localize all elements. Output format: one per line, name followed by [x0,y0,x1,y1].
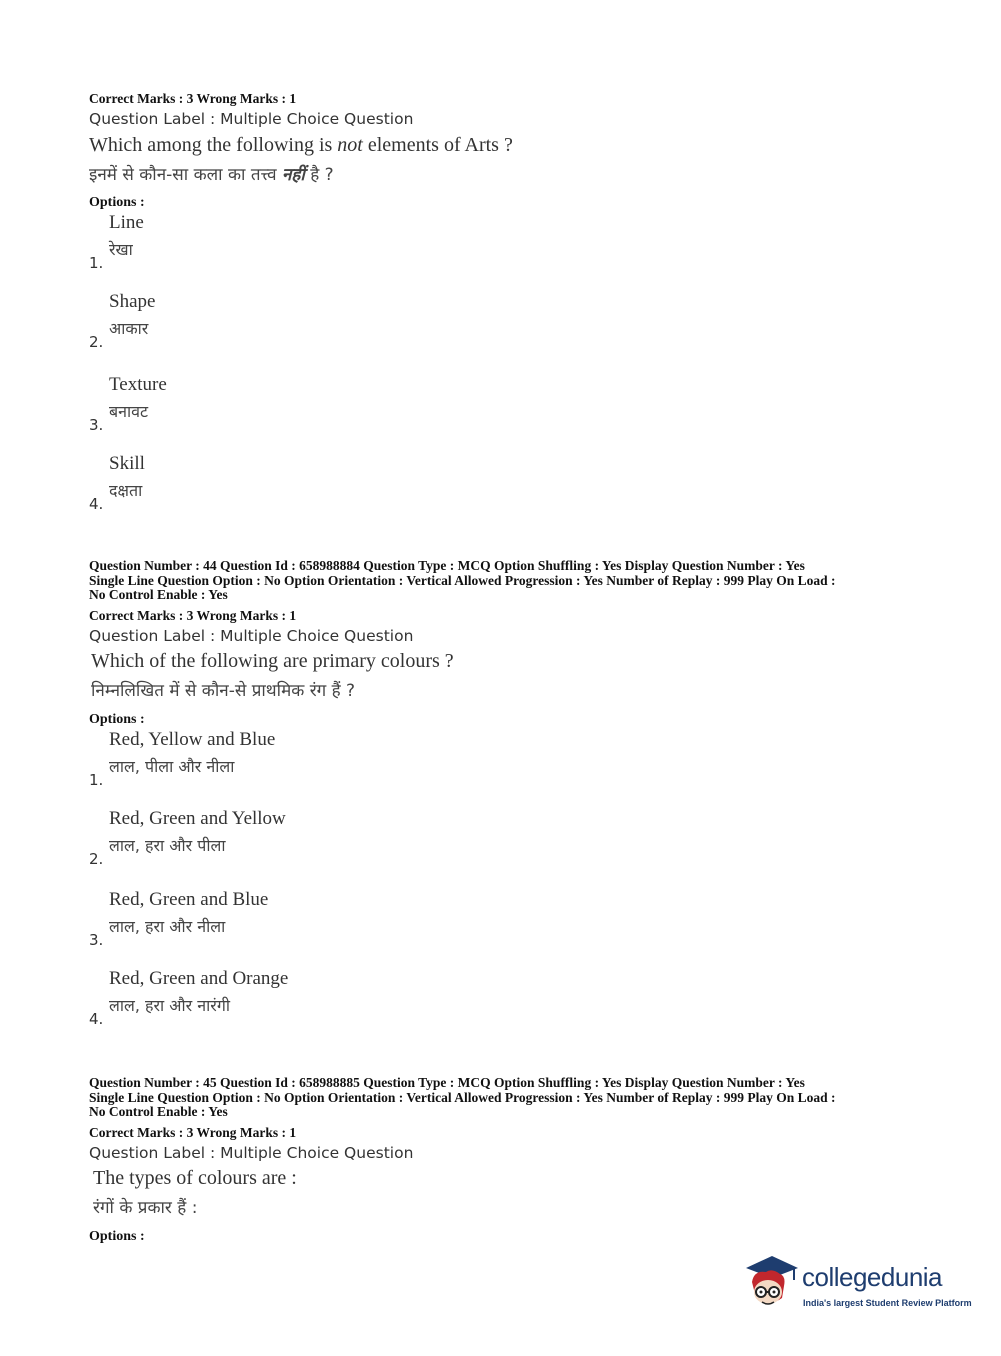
option-number: 4. [89,1010,104,1028]
q45-meta-line1: Question Number : 45 Question Id : 658988885 Question Type : MCQ Option Shuffling : Yes Display Question Number : Yes [89,1075,805,1090]
option-number: 3. [89,416,104,434]
collegedunia-logo [742,1252,972,1314]
option-text-en: Red, Green and Orange [109,968,289,989]
q44-option-4 [89,968,689,1028]
option-text-hi: दक्षता [109,481,143,500]
q45-meta [89,1076,919,1120]
q45-options-label: Options : [89,1229,145,1244]
q43-text-hi: इनमें से कौन-सा कला का तत्त्व नहीं है ? [89,165,334,185]
q43-marks: Correct Marks : 3 Wrong Marks : 1 [89,91,297,106]
q45-text-en: The types of colours are : [93,1167,297,1189]
option-text-en: Skill [109,453,145,474]
option-number: 1. [89,254,104,272]
q45-marks: Correct Marks : 3 Wrong Marks : 1 [89,1125,297,1140]
q44-option-2 [89,808,689,868]
q44-option-1 [89,729,689,789]
q43-options-label: Options : [89,195,145,210]
option-number: 3. [89,931,104,949]
q44-options-label: Options : [89,712,145,727]
mascot-icon [742,1252,802,1312]
brand-name: collegedunia [802,1262,943,1292]
option-text-hi: रेखा [109,240,133,259]
option-text-en: Line [109,212,144,233]
option-text-hi: आकार [109,319,149,338]
q44-meta [89,559,919,603]
q43-option-1 [89,212,689,272]
q45-text-hi: रंगों के प्रकार हैं : [93,1198,198,1218]
q43-option-3 [89,374,689,434]
option-text-en: Red, Yellow and Blue [109,729,276,750]
q44-meta-line2: Single Line Question Option : No Option Orientation : Vertical Allowed Progression : Yes Number of Replay : 999 Play On Load : [89,572,836,588]
option-text-en: Red, Green and Blue [109,889,269,910]
q43-option-2 [89,291,689,351]
q44-meta-line3: No Control Enable : Yes [89,587,228,602]
q43-text-en: Which among the following is not elements of Arts ? [89,134,513,156]
option-text-en: Shape [109,291,156,312]
q44-text-hi: निम्नलिखित में से कौन-से प्राथमिक रंग हैं ? [91,681,356,701]
option-text-hi: लाल, पीला और नीला [109,757,235,776]
option-number: 4. [89,495,104,513]
q45-label: Question Label : Multiple Choice Question [89,1144,414,1162]
q44-label: Question Label : Multiple Choice Question [89,627,414,645]
q44-meta-line1: Question Number : 44 Question Id : 658988884 Question Type : MCQ Option Shuffling : Yes Display Question Number : Yes [89,558,805,573]
q44-text-en: Which of the following are primary colours ? [91,650,454,672]
option-text-hi: लाल, हरा और नीला [109,917,226,936]
q43-option-4 [89,453,689,513]
option-number: 1. [89,771,104,789]
q45-meta-line3: No Control Enable : Yes [89,1104,228,1119]
q43-label: Question Label : Multiple Choice Question [89,110,414,128]
option-text-hi: लाल, हरा और पीला [109,836,226,855]
q45-meta-line2: Single Line Question Option : No Option Orientation : Vertical Allowed Progression : Yes Number of Replay : 999 Play On Load : [89,1089,836,1105]
q44-marks: Correct Marks : 3 Wrong Marks : 1 [89,608,297,623]
option-text-hi: लाल, हरा और नारंगी [109,996,230,1015]
option-text-hi: बनावट [109,402,149,421]
q44-option-3 [89,889,689,949]
option-number: 2. [89,850,104,868]
option-text-en: Texture [109,374,167,395]
option-number: 2. [89,333,104,351]
option-text-en: Red, Green and Yellow [109,808,286,829]
brand-tagline: India's largest Student Review Platform [803,1298,972,1308]
